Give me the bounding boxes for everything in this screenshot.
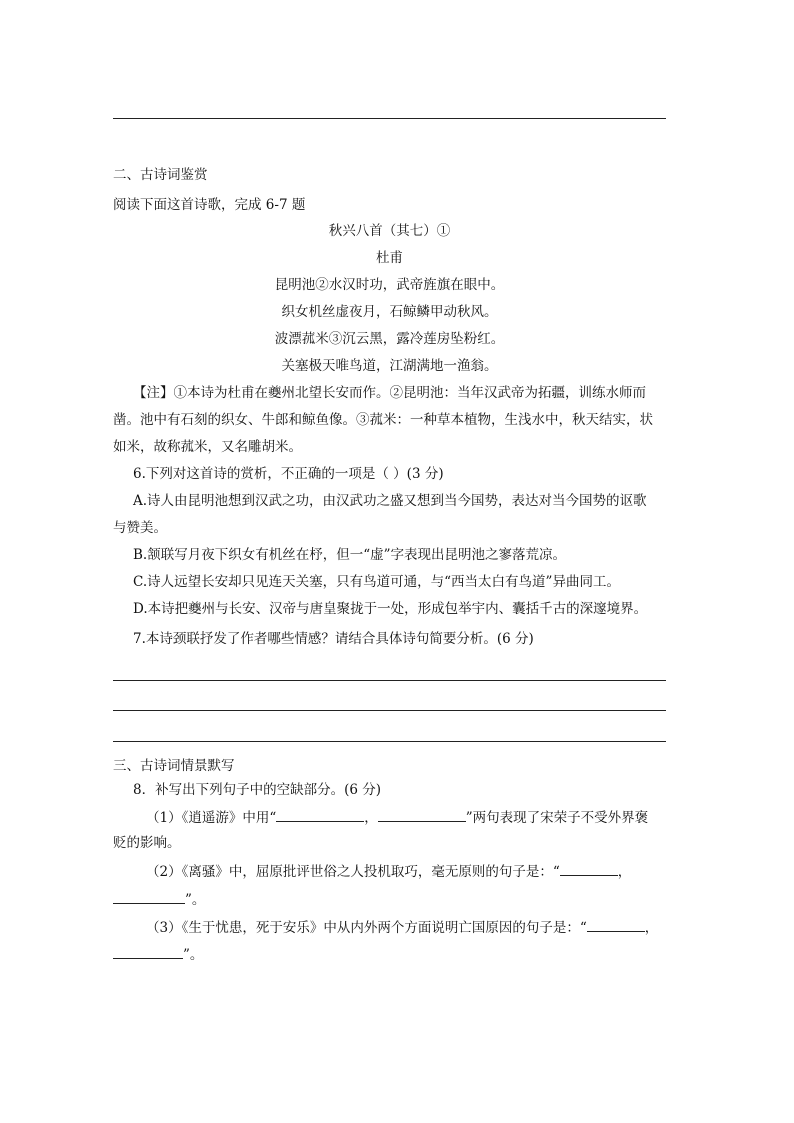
fill-item-3-cont [113, 945, 203, 965]
fill-item-3 [146, 918, 658, 938]
fill-text: ”。 [185, 892, 206, 908]
fill-item-1-cont: 贬的影响。 [113, 835, 181, 851]
poem-line: 织女机丝虚夜月，石鲸鳞甲动秋风。 [281, 304, 498, 320]
fill-text: ， [364, 810, 378, 826]
blank-field[interactable] [587, 918, 645, 932]
fill-item-2-cont [113, 890, 205, 910]
option-d: D.本诗把夔州与长安、汉帝与唐皇聚拢于一处，形成包举宇内、囊括千古的深邃境界。 [133, 601, 648, 617]
poem-line: 波漂菰米③沉云黑，露冷莲房坠粉红。 [274, 331, 505, 347]
note-text: 【注】①本诗为杜甫在夔州北望长安而作。②昆明池：当年汉武帝为拓疆，训练水师而 [133, 385, 646, 401]
section-heading: 三、古诗词情景默写 [113, 758, 235, 774]
fill-text: ”。 [183, 947, 204, 963]
instruction: 阅读下面这首诗歌，完成 6-7 题 [113, 197, 306, 213]
fill-text: ， [644, 920, 659, 936]
fill-text: ”两句表现了宋荣子不受外界褒 [465, 810, 649, 826]
poem-author: 杜甫 [376, 250, 403, 266]
option-b: B.颔联写月夜下织女有机丝在杼，但一“虚”字表现出昆明池之寥落荒凉。 [133, 547, 567, 563]
answer-line [113, 710, 666, 711]
option-a: A.诗人由昆明池想到汉武之功，由汉武功之盛又想到当今国势，表达对当今国势的讴歌 [133, 493, 647, 509]
fill-text: （3）《生于忧患，死于安乐》中从内外两个方面说明亡国原因的句子是：“ [146, 920, 587, 936]
fill-text: （1）《逍遥游》中用“ [146, 810, 277, 826]
poem-line: 昆明池②水汉时功，武帝旌旗在眼中。 [274, 277, 505, 293]
answer-line [113, 741, 666, 742]
fill-text: （2）《离骚》中，屈原批评世俗之人投机取巧，毫无原则的句子是：“ [146, 864, 560, 880]
blank-field[interactable] [113, 890, 185, 904]
blank-field[interactable] [560, 862, 618, 876]
section-heading: 二、古诗词鉴赏 [113, 167, 208, 183]
question-7-stem: 7.本诗颈联抒发了作者哪些情感？请结合具体诗句简要分析。(6 分) [133, 631, 534, 647]
option-a-cont: 与赞美。 [113, 520, 167, 536]
question-8-stem: 8．补写出下列句子中的空缺部分。(6 分) [133, 782, 382, 798]
question-6-stem: 6.下列对这首诗的赏析，不正确的一项是（ ）(3 分) [133, 466, 444, 482]
poem-line: 关塞极天唯鸟道，江湖满地一渔翁。 [281, 358, 498, 374]
fill-item-1 [146, 808, 648, 828]
blank-field[interactable] [276, 808, 364, 822]
answer-line [113, 680, 666, 681]
fill-text: ， [617, 864, 632, 880]
fill-item-2 [146, 862, 631, 882]
note-text: 凿。池中有石刻的织女、牛郎和鲸鱼像。③菰米：一种草本植物，生浅水中，秋天结实，状 [113, 412, 653, 428]
poem-title: 秋兴八首（其七）① [328, 223, 451, 239]
note-text: 如米，故称菰米，又名雕胡米。 [113, 439, 302, 455]
blank-field[interactable] [378, 808, 466, 822]
option-c: C.诗人远望长安却只见连天关塞，只有鸟道可通，与“西当太白有鸟道”异曲同工。 [133, 574, 620, 590]
answer-line [113, 118, 666, 119]
blank-field[interactable] [113, 945, 183, 959]
